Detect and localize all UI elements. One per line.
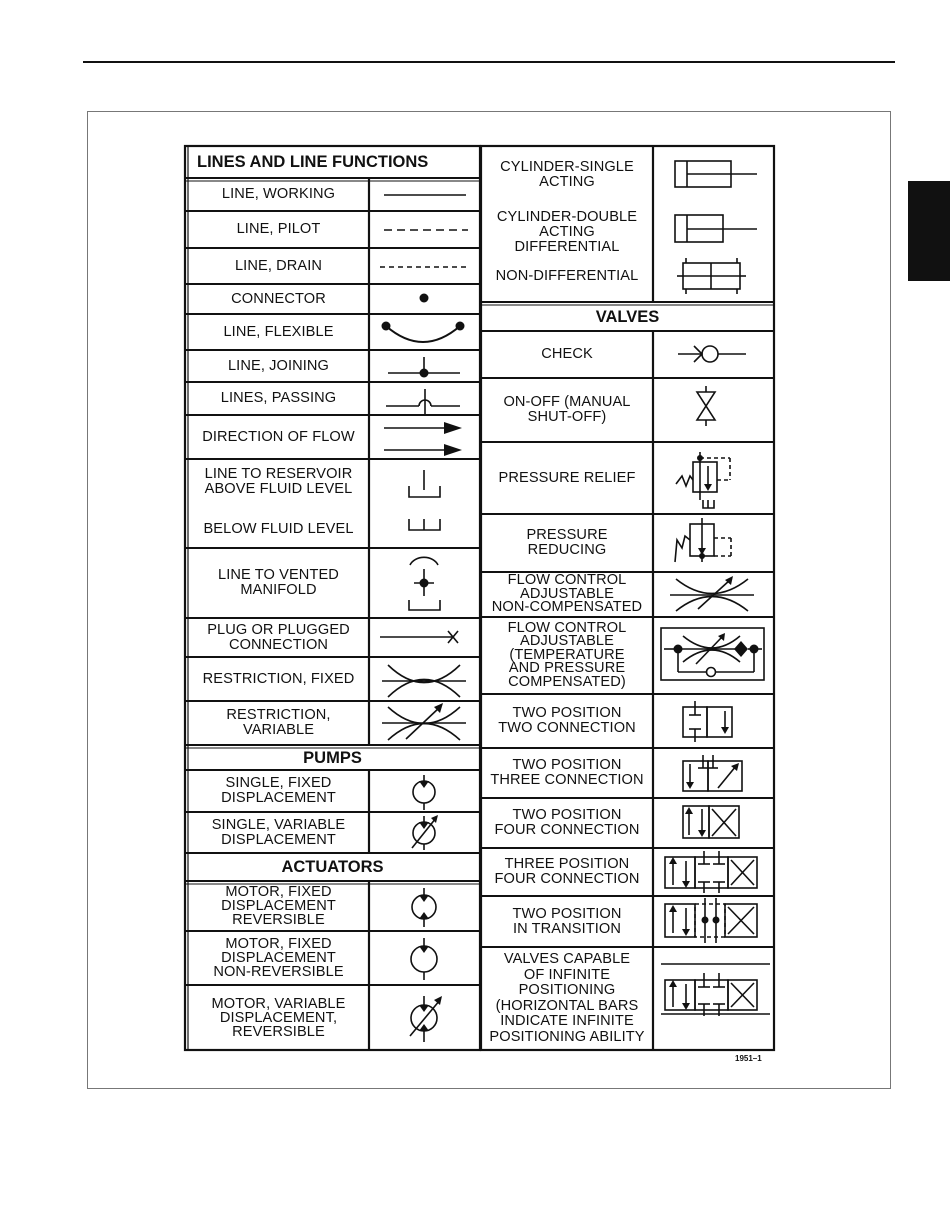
section-title-lines: LINES AND LINE FUNCTIONS	[197, 153, 429, 171]
row-label: LINE TO RESERVOIR ABOVE FLUID LEVEL	[204, 466, 353, 497]
dot-icon	[420, 294, 429, 303]
motor-variable-reversible-icon	[410, 996, 442, 1042]
row-label: SINGLE, FIXED DISPLACEMENT	[221, 775, 336, 806]
row-label: PLUG OR PLUGGED CONNECTION	[207, 621, 350, 653]
row-label: RESTRICTION, FIXED	[202, 670, 355, 687]
valve-2pos-3conn-icon	[683, 755, 742, 791]
row-label: PRESSURE RELIEF	[498, 469, 636, 486]
pump-fixed-icon	[413, 775, 435, 810]
row-label: PRESSURE REDUCING	[526, 527, 608, 558]
motor-fixed-reversible-icon	[412, 888, 436, 927]
row-label: THREE POSITION FOUR CONNECTION	[494, 856, 640, 887]
valve-2pos-transition-icon	[665, 898, 757, 943]
row-label: CYLINDER-SINGLE ACTING	[500, 159, 634, 190]
row-label: FLOW CONTROL ADJUSTABLE (TEMPERATURE AND PRESSURE COMPENSATED)	[507, 619, 627, 690]
valve-infinite-icon	[661, 964, 770, 1016]
reservoir-below-icon	[409, 519, 440, 530]
pressure-reducing-icon	[675, 518, 731, 562]
cylinder-double-icon	[675, 215, 757, 242]
row-label: TWO POSITION IN TRANSITION	[512, 905, 622, 937]
row-label: CYLINDER-DOUBLE ACTING DIFFERENTIAL	[496, 208, 638, 255]
row-label: BELOW FLUID LEVEL	[203, 520, 354, 537]
pressure-relief-icon	[676, 452, 730, 508]
row-label: SINGLE, VARIABLE DISPLACEMENT	[211, 816, 346, 848]
row-label: LINE, PILOT	[236, 221, 321, 237]
joining-line-icon	[388, 357, 460, 378]
vented-manifold-icon	[409, 557, 440, 610]
cylinder-nondiff-icon	[677, 258, 746, 294]
valve-2pos-2conn-icon	[683, 701, 732, 742]
passing-line-icon	[386, 389, 460, 414]
valve-2pos-4conn-icon	[683, 806, 739, 838]
row-label: MOTOR, VARIABLE DISPLACEMENT, REVERSIBLE	[211, 995, 346, 1040]
row-label: NON-DIFFERENTIAL	[495, 267, 639, 284]
section-title-valves: VALVES	[595, 308, 660, 326]
row-label: LINE TO VENTED MANIFOLD	[218, 567, 339, 598]
check-valve-icon	[678, 346, 746, 362]
row-label: CONNECTOR	[231, 290, 326, 307]
reservoir-above-icon	[409, 470, 440, 497]
pump-variable-icon	[412, 815, 438, 850]
flow-arrows-icon	[384, 422, 462, 456]
row-label: TWO POSITION TWO CONNECTION	[498, 705, 636, 736]
row-label: RESTRICTION, VARIABLE	[226, 707, 331, 738]
row-label: MOTOR, FIXED DISPLACEMENT REVERSIBLE	[221, 884, 336, 928]
section-title-pumps: PUMPS	[303, 748, 362, 767]
plug-icon	[380, 631, 458, 643]
row-label: DIRECTION OF FLOW	[202, 428, 355, 445]
row-label: ON-OFF (MANUAL SHUT-OFF)	[503, 394, 631, 425]
valve-3pos-4conn-icon	[665, 851, 757, 893]
row-label: LINE, DRAIN	[234, 257, 323, 274]
restriction-fixed-icon	[382, 665, 466, 697]
row-label: CHECK	[541, 346, 593, 362]
row-label: LINES, PASSING	[220, 390, 337, 406]
row-label: TWO POSITION THREE CONNECTION	[490, 757, 644, 788]
cylinder-single-icon	[675, 161, 757, 187]
row-label: VALVES CAPABLE OF INFINITE POSITIONING (HORIZONTAL BARS INDICATE INFINITE POSITIONING ABILITY	[489, 951, 645, 1045]
figure-number: 1951–1	[735, 1054, 762, 1063]
row-label: LINE, WORKING	[221, 186, 336, 202]
restriction-variable-icon	[382, 703, 466, 740]
row-label: LINE, JOINING	[227, 357, 330, 374]
shutoff-valve-icon	[697, 386, 715, 426]
row-label: MOTOR, FIXED DISPLACEMENT NON-REVERSIBLE	[213, 936, 344, 980]
row-label: FLOW CONTROL ADJUSTABLE NON-COMPENSATED	[491, 572, 643, 616]
flexible-line-icon	[382, 322, 465, 343]
section-title-actuators: ACTUATORS	[281, 857, 384, 876]
flow-control-noncomp-icon	[670, 576, 754, 611]
motor-fixed-nonreversible-icon	[411, 938, 437, 980]
flow-control-comp-icon	[661, 628, 764, 680]
row-label: LINE, FLEXIBLE	[223, 323, 334, 340]
row-label: TWO POSITION FOUR CONNECTION	[494, 807, 640, 838]
